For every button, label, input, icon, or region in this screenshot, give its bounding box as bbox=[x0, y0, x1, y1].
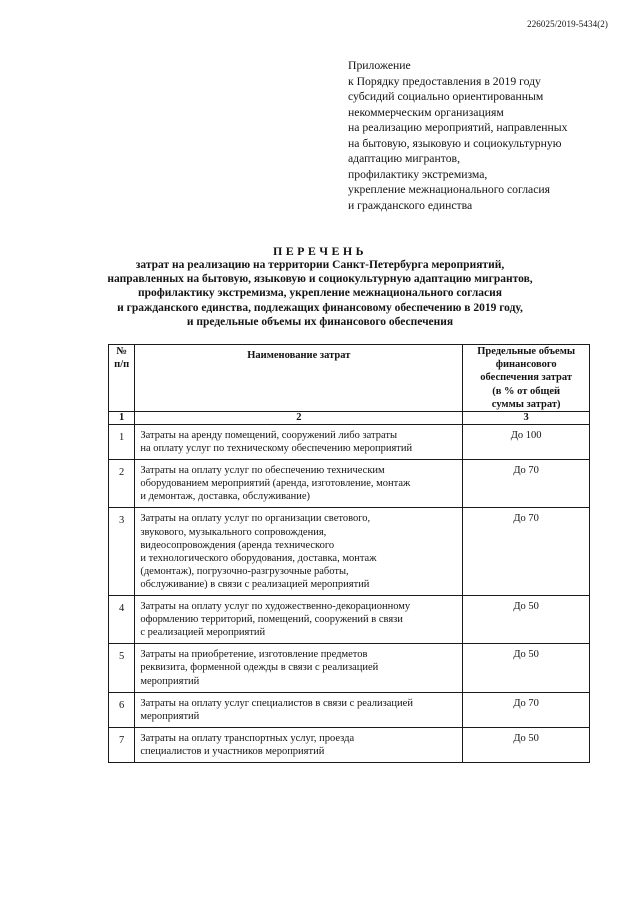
header-limit-line: финансового bbox=[495, 359, 557, 371]
subtitle-line: затрат на реализацию на территории Санкт-Петербурга мероприятий, bbox=[135, 259, 505, 271]
header-limit-line: Предельные объемы bbox=[477, 346, 576, 357]
cost-name-line: реквизита, форменной одежды в связи с реализацией bbox=[140, 662, 379, 674]
cost-name-line: Затраты на оплату транспортных услуг, проезда bbox=[140, 732, 355, 744]
table-row bbox=[109, 508, 590, 596]
cost-name bbox=[135, 644, 463, 692]
header-limit-line: обеспечения затрат bbox=[480, 372, 573, 384]
cost-limit: До 70 bbox=[463, 460, 590, 508]
cost-table bbox=[108, 344, 590, 763]
table-row bbox=[109, 460, 590, 508]
table-row bbox=[109, 644, 590, 692]
cost-name bbox=[135, 425, 463, 460]
cost-limit: До 50 bbox=[463, 596, 590, 644]
cost-limit: До 50 bbox=[463, 727, 590, 762]
column-index: 2 bbox=[135, 412, 463, 425]
cost-name-line: (демонтаж), погрузочно-разгрузочные работы, bbox=[140, 565, 349, 577]
header-limit-line: (в % от общей bbox=[492, 385, 561, 397]
cost-name-line: мероприятий bbox=[140, 710, 200, 722]
appendix-line: профилактику экстремизма, bbox=[348, 167, 488, 181]
header-limit-line: суммы затрат) bbox=[491, 398, 561, 410]
cost-name-line: оформлению территорий, помещений, сооружений в связи bbox=[140, 614, 403, 626]
column-index: 1 bbox=[109, 412, 135, 425]
cost-name-line: Затраты на оплату услуг по художественно-декорационному bbox=[140, 601, 411, 613]
table-row bbox=[109, 692, 590, 727]
cost-limit: До 70 bbox=[463, 508, 590, 596]
cost-name-line: видеосопровождения (аренда технического bbox=[140, 539, 335, 551]
cost-name-line: и технологического оборудования, доставка, монтаж bbox=[140, 552, 377, 564]
cost-name-line: мероприятий bbox=[140, 675, 200, 687]
document-title: ПЕРЕЧЕНЬ bbox=[273, 244, 367, 258]
table-row bbox=[109, 596, 590, 644]
appendix-line: некоммерческим организациям bbox=[348, 105, 504, 119]
appendix-line: на реализацию мероприятий, направленных bbox=[348, 121, 568, 134]
document-number: 226025/2019-5434(2) bbox=[527, 19, 608, 29]
cost-name bbox=[135, 508, 463, 596]
appendix-line: субсидий социально ориентированным bbox=[348, 90, 544, 103]
column-index-row bbox=[109, 412, 590, 425]
subtitle-line: и гражданского единства, подлежащих финансовому обеспечению в 2019 году, bbox=[117, 301, 523, 314]
cost-name-line: с реализацией мероприятий bbox=[140, 627, 266, 639]
row-number: 6 bbox=[109, 692, 135, 727]
table-row bbox=[109, 727, 590, 762]
row-number: 2 bbox=[109, 460, 135, 508]
header-number bbox=[109, 345, 135, 412]
cost-name-line: Затраты на приобретение, изготовление предметов bbox=[140, 649, 368, 661]
table-row bbox=[109, 425, 590, 460]
cost-limit: До 100 bbox=[463, 425, 590, 460]
row-number: 1 bbox=[109, 425, 135, 460]
cost-limit: До 70 bbox=[463, 692, 590, 727]
subtitle-line: и предельные объемы их финансового обеспечения bbox=[186, 315, 454, 328]
column-index: 3 bbox=[463, 412, 590, 425]
cost-name-line: Затраты на оплату услуг специалистов в связи с реализацией bbox=[140, 697, 413, 709]
document-subtitle bbox=[0, 258, 640, 329]
cost-name bbox=[135, 727, 463, 762]
appendix-line: Приложение bbox=[348, 59, 411, 72]
cost-name-line: специалистов и участников мероприятий bbox=[140, 745, 325, 757]
header-name: Наименование затрат bbox=[135, 345, 463, 412]
appendix-line: адаптацию мигрантов, bbox=[348, 152, 460, 165]
appendix-header bbox=[348, 58, 568, 213]
cost-name-line: звукового, музыкального сопровождения, bbox=[140, 526, 327, 538]
appendix-line: на бытовую, языковую и социокультурную bbox=[348, 136, 562, 150]
row-number: 4 bbox=[109, 596, 135, 644]
cost-name-line: оборудованием мероприятий (аренда, изготовление, монтаж bbox=[140, 478, 411, 490]
header-limit bbox=[463, 345, 590, 412]
cost-name-line: и демонтаж, доставка, обслуживание) bbox=[140, 491, 311, 503]
cost-name-line: Затраты на аренду помещений, сооружений либо затраты bbox=[140, 430, 397, 442]
table-header-row bbox=[109, 345, 590, 412]
appendix-line: укрепление межнационального согласия bbox=[348, 183, 551, 196]
cost-limit: До 50 bbox=[463, 644, 590, 692]
header-number-line: № bbox=[116, 346, 127, 357]
cost-name-line: Затраты на оплату услуг по организации светового, bbox=[140, 513, 371, 525]
appendix-line: и гражданского единства bbox=[348, 198, 473, 212]
appendix-line: к Порядку предоставления в 2019 году bbox=[348, 74, 541, 88]
cost-name bbox=[135, 692, 463, 727]
row-number: 3 bbox=[109, 508, 135, 596]
header-number-line: п/п bbox=[114, 359, 130, 370]
cost-name-line: обслуживание) в связи с реализацией мероприятий bbox=[140, 578, 370, 590]
cost-name-line: Затраты на оплату услуг по обеспечению техническим bbox=[140, 465, 385, 477]
subtitle-line: направленных на бытовую, языковую и социокультурную адаптацию мигрантов, bbox=[107, 273, 533, 286]
cost-name bbox=[135, 596, 463, 644]
subtitle-line: профилактику экстремизма, укрепление межнационального согласия bbox=[138, 287, 502, 300]
row-number: 7 bbox=[109, 727, 135, 762]
cost-name-line: на оплату услуг по техническому обеспечению мероприятий bbox=[140, 443, 413, 455]
row-number: 5 bbox=[109, 644, 135, 692]
cost-name bbox=[135, 460, 463, 508]
